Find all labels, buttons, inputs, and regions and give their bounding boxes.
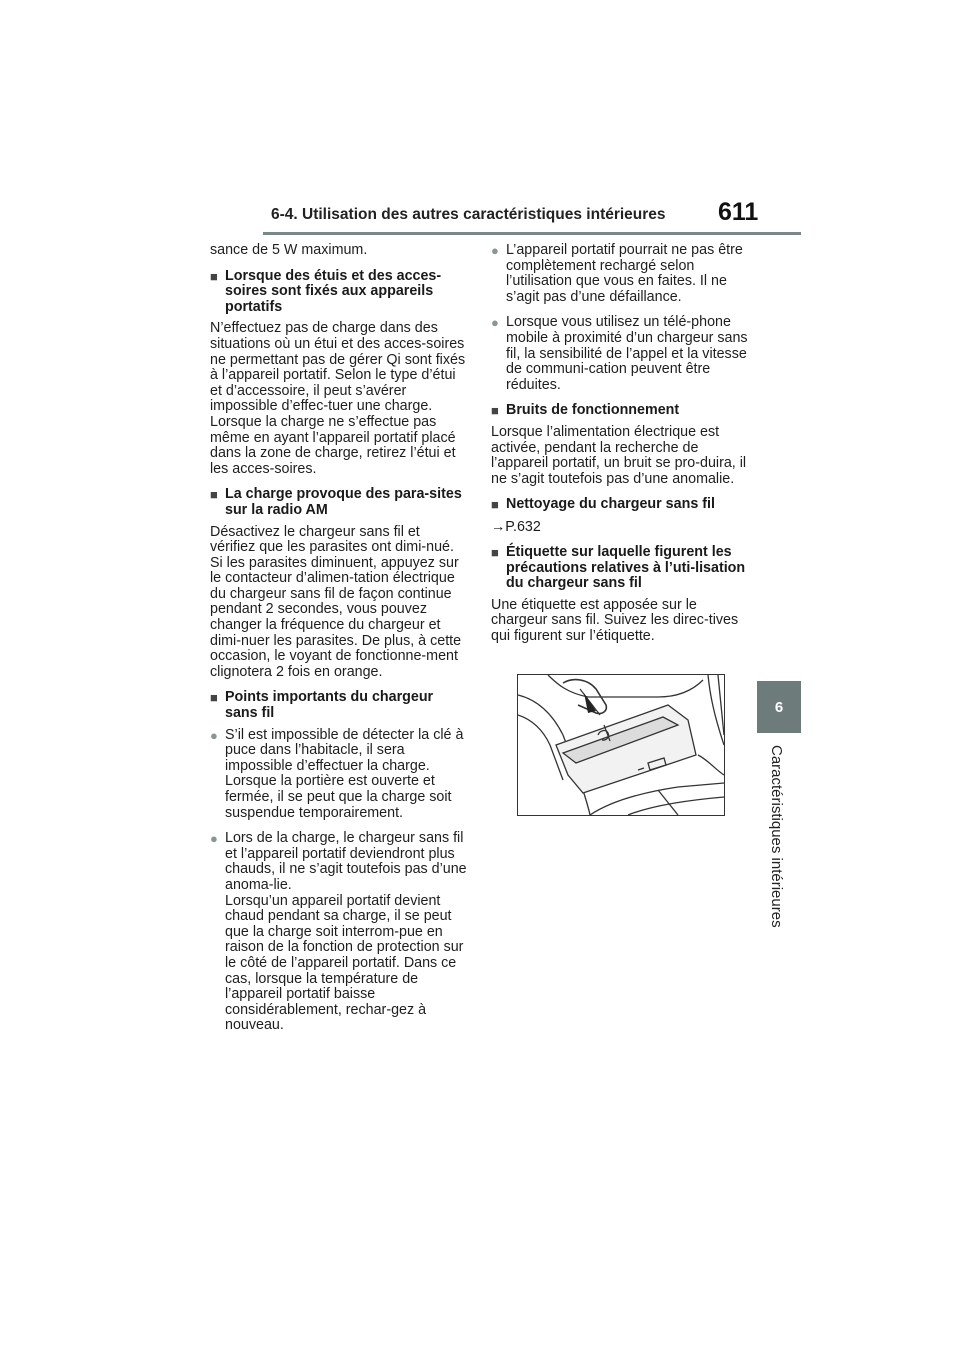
square-bullet-icon: ■ (210, 268, 218, 284)
circle-bullet-icon: ● (210, 831, 218, 847)
square-bullet-icon: ■ (491, 497, 499, 513)
section-heading: ■ La charge provoque des para-sites sur la radio AM (210, 486, 462, 518)
charger-drawing (518, 675, 724, 815)
left-column (210, 243, 468, 1044)
right-column (491, 243, 749, 654)
square-bullet-icon: ■ (491, 403, 499, 419)
paragraph: N’effectuez pas de charge dans des situations où un étui et des acces-soires ne permettant pas de gérer Qi sont fixés à l’appareil portatif. Selon le type d’étui et d’accessoire, il peut s’avérer impossible d’effec-tuer une charge. Lorsque la charge ne s’effectue pas même en ayant l’appareil portatif placé dans la zone de charge, retirez l’étui et les acces-soires. (210, 320, 466, 477)
wireless-charger-label-illustration (517, 674, 725, 816)
header-rule (263, 232, 801, 235)
paragraph: Lorsque l’alimentation électrique est activée, pendant la recherche de l’appareil portatif, un bruit se pro-duira, il ne s’agit toutefois pas d’une anomalie. (491, 423, 747, 487)
chapter-number: 6 (774, 698, 784, 716)
circle-bullet-icon: ● (210, 727, 218, 743)
circle-bullet-icon: ● (491, 315, 499, 331)
circle-bullet-icon: ● (491, 243, 499, 258)
bullet-item (210, 831, 468, 1034)
chapter-tab[interactable] (757, 681, 801, 733)
section-title: 6-4. Utilisation des autres caractéristiques intérieures (271, 206, 666, 223)
paragraph: sance de 5 W maximum. (210, 242, 368, 258)
square-bullet-icon: ■ (491, 544, 499, 560)
page-number: 611 (718, 198, 759, 226)
section-heading: ■ Bruits de fonctionnement (491, 402, 680, 419)
bullet-text: Lorsqu’un appareil portatif devient chaud pendant sa charge, il se peut que la charge soit interrom-pue en raison de la fonction de protection sur le côté de l’appareil portatif. Dans ce cas, lorsque la température de l’appareil portatif baisse considérablement, rechar-gez à nouveau. (225, 892, 464, 1034)
paragraph: Une étiquette est apposée sur le chargeur sans fil. Suivez les direc-tives qui figurent sur l’étiquette. (491, 596, 739, 644)
section-heading: ■ Points importants du chargeur sans fil (210, 689, 434, 722)
square-bullet-icon: ■ (210, 690, 218, 706)
page-reference-link[interactable]: →P.632 (491, 518, 541, 535)
square-bullet-icon: ■ (210, 487, 218, 503)
bullet-text: Lors de la charge, le chargeur sans fil et l’appareil portatif deviendront plus chauds, il ne s’agit toutefois pas d’une anoma-lie. (225, 830, 467, 893)
chapter-label: Caractéristiques intérieures (768, 745, 785, 928)
section-heading: ■ Étiquette sur laquelle figurent les précautions relatives à l’uti-lisation du chargeur sans fil (491, 543, 746, 592)
paragraph: Désactivez le chargeur sans fil et vérifiez que les parasites ont dimi-nué. Si les parasites diminuent, appuyez sur le contacteur d’alimen-tation électrique du chargeur sans fil de façon continue pendant 2 secondes, vous pouvez changer la fréquence du chargeur et dimi-nuer les parasites. De plus, à cette occasion, le voyant de fonctionne-ment clignotera 2 fois en orange. (210, 523, 462, 680)
bullet-item: ● S’il est impossible de détecter la clé à puce dans l’habitacle, il sera impossible d’effectuer la charge. Lorsque la portière est ouverte et fermée, il se peut que la charge soit suspendue temporairement. (210, 726, 464, 821)
section-heading: ■ Nettoyage du chargeur sans fil (491, 496, 715, 513)
bullet-item: ● L’appareil portatif pourrait ne pas être complètement rechargé selon l’utilisation que vous en faites. Il ne s’agit pas d’une défaillance. (491, 242, 743, 305)
section-heading: ■ Lorsque des étuis et des acces-soires sont fixés aux appareils portatifs (210, 267, 442, 315)
bullet-item: ● Lorsque vous utilisez un télé-phone mobile à proximité d’un chargeur sans fil, la sensibilité de l’appel et la vitesse de communi-cation peuvent être réduites. (491, 314, 748, 393)
